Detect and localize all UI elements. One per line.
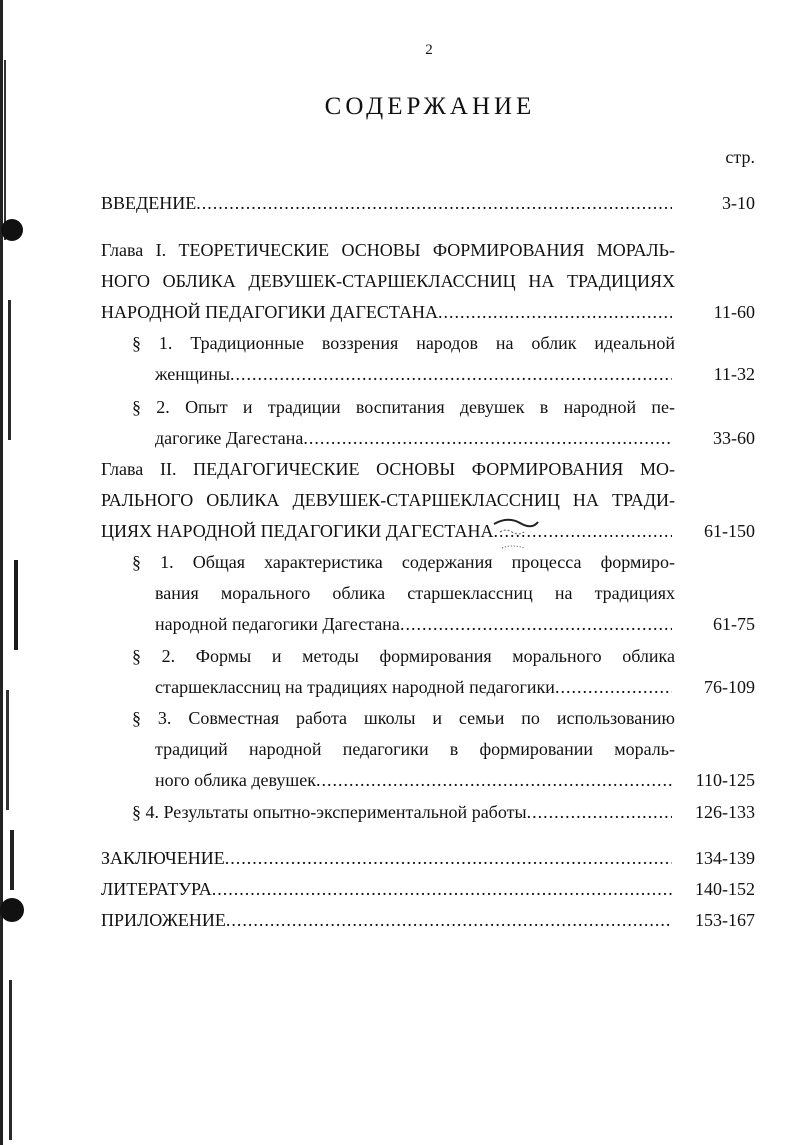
toc-entry-pages: 134-139	[695, 848, 755, 868]
toc-entry-ch2-section-2-line-1: § 2. Формы и методы формирования морального облика	[132, 646, 675, 666]
page-title: СОДЕРЖАНИЕ	[324, 93, 536, 120]
toc-entry-pages: 110-125	[695, 770, 755, 790]
toc-entry-title: дагогике Дагестана	[155, 428, 304, 448]
toc-entry-title: народной педагогики Дагестана	[155, 614, 400, 634]
toc-entry-literature	[101, 876, 672, 902]
toc-entry-pages: 11-60	[713, 302, 755, 322]
toc-entry-chapter-1-line-2: НОГО ОБЛИКА ДЕВУШЕК-СТАРШЕКЛАССНИЦ НА ТРАДИЦИЯХ	[101, 271, 675, 291]
toc-entry-ch2-section-2-line-2	[155, 674, 672, 700]
toc-entry-ch1-section-2-line-1: § 2. Опыт и традиции воспитания девушек в народной пе-	[132, 397, 675, 417]
toc-entry-pages: 61-150	[704, 521, 755, 541]
toc-entry-title: ЦИЯХ НАРОДНОЙ ПЕДАГОГИКИ ДАГЕСТАНА	[101, 521, 494, 541]
toc-entry-pages: 11-32	[713, 364, 755, 384]
toc-entry-chapter-2-line-3	[101, 518, 672, 544]
dot-leader	[225, 845, 672, 871]
dot-leader	[316, 767, 672, 793]
toc-entry-ch2-section-1-line-3	[155, 611, 672, 637]
toc-entry-title: ВВЕДЕНИЕ	[101, 193, 197, 213]
dot-leader	[527, 799, 672, 825]
dot-leader	[230, 361, 672, 387]
toc-entry-intro	[101, 190, 672, 216]
toc-entry-pages: 126-133	[695, 802, 755, 822]
dot-leader	[196, 190, 672, 216]
toc-entry-title: ПРИЛОЖЕНИЕ	[101, 910, 226, 930]
toc-entry-ch2-section-3-line-3	[155, 767, 672, 793]
toc-entry-chapter-1-line-3	[101, 299, 672, 325]
toc-entry-ch1-section-2-line-2	[155, 425, 672, 451]
toc-entry-pages: 140-152	[695, 879, 755, 899]
toc-entry-title: старшеклассниц на традициях народной педагогики	[155, 677, 555, 697]
toc-entry-pages: 61-75	[713, 614, 755, 634]
toc-entry-pages: 76-109	[704, 677, 755, 697]
toc-entry-title: § 4. Результаты опытно-экспериментальной работы	[132, 802, 527, 822]
toc-entry-ch2-section-1-line-2: вания морального облика старшеклассниц на традициях	[155, 583, 675, 603]
dot-leader	[555, 674, 672, 700]
toc-entry-title: женщины	[155, 364, 231, 384]
toc-entry-ch2-section-1-line-1: § 1. Общая характеристика содержания процесса формиро-	[132, 552, 675, 572]
toc-entry-pages: 33-60	[713, 428, 755, 448]
toc-entry-chapter-2-line-2: РАЛЬНОГО ОБЛИКА ДЕВУШЕК-СТАРШЕКЛАССНИЦ НА ТРАДИ-	[101, 490, 675, 510]
toc-entry-ch1-section-1-line-1: § 1. Традиционные воззрения народов на облик идеальной	[132, 333, 675, 353]
toc-entry-pages: 153-167	[695, 910, 755, 930]
dot-leader	[400, 611, 672, 637]
page-column-header: стр.	[725, 147, 755, 167]
toc-entry-ch2-section-3-line-2: традиций народной педагогики в формировании мораль-	[155, 739, 675, 759]
toc-entry-ch2-section-3-line-1: § 3. Совместная работа школы и семьи по использованию	[132, 708, 675, 728]
toc-entry-ch1-section-1-line-2	[155, 361, 672, 387]
toc-entry-conclusion	[101, 845, 672, 871]
toc-entry-title: НАРОДНОЙ ПЕДАГОГИКИ ДАГЕСТАНА	[101, 302, 439, 322]
toc-entry-appendix	[101, 907, 672, 933]
dot-leader	[438, 299, 672, 325]
ink-smudge	[490, 514, 570, 554]
dot-leader	[212, 876, 672, 902]
toc-entry-title: ЗАКЛЮЧЕНИЕ	[101, 848, 225, 868]
toc-entry-title: ЛИТЕРАТУРА	[101, 879, 212, 899]
toc-entry-ch2-section-4	[132, 799, 672, 825]
page-number: 2	[425, 42, 433, 58]
dot-leader	[226, 907, 672, 933]
toc-entry-chapter-2-line-1: Глава II. ПЕДАГОГИЧЕСКИЕ ОСНОВЫ ФОРМИРОВАНИЯ МО-	[101, 459, 675, 479]
toc-entry-pages: 3-10	[722, 193, 755, 213]
dot-leader	[303, 425, 672, 451]
toc-entry-chapter-1-line-1: Глава I. ТЕОРЕТИЧЕСКИЕ ОСНОВЫ ФОРМИРОВАНИЯ МОРАЛЬ-	[101, 240, 675, 260]
toc-entry-title: ного облика девушек	[155, 770, 316, 790]
scan-edge-artifact	[0, 0, 28, 1145]
